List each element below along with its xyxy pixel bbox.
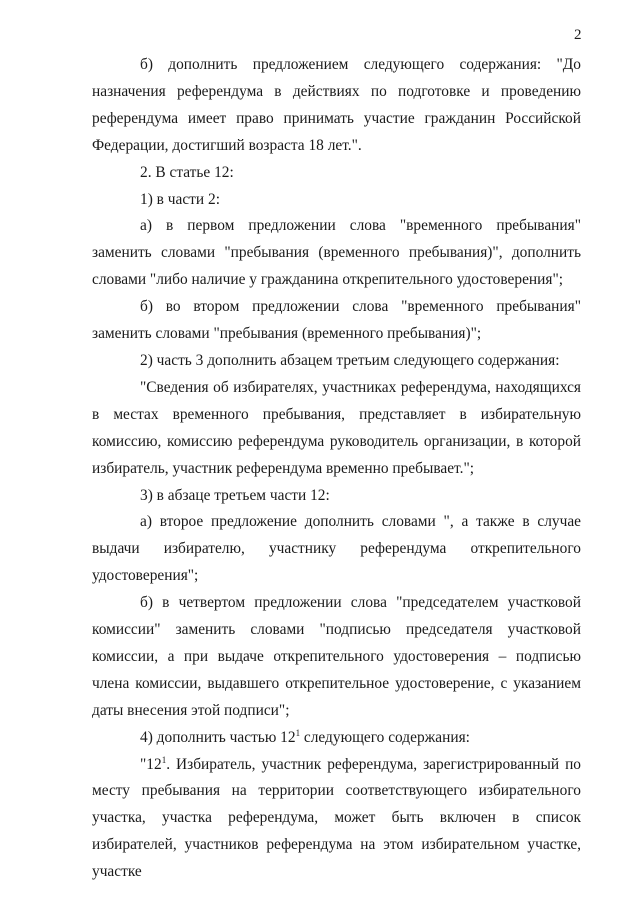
page-number: 2 — [574, 27, 582, 43]
paragraph-part-12-item-b: б) в четвертом предложении слова "председателем участковой комиссии" заменить словами "подписью председателя участковой комиссии, а при выдаче открепительного удостоверения – подписью члена комиссии, выдавшего открепительное удостоверение, с указанием даты внесения этой подписи"; — [92, 594, 581, 719]
paragraph-part-2-item-b: б) во втором предложении слова "временного пребывания" заменить словами "пребывания (временного пребывания)"; — [92, 298, 581, 343]
superscript-index: 1 — [295, 727, 301, 738]
paragraph-text-after: . Избиратель, участник референдума, зарегистрированный по месту пребывания на территории соответствующего избирательного участка, участка референдума, может быть включен в список избирателей, участников референдума на этом избирательном участке, участке — [92, 755, 581, 881]
paragraph-part-3-heading: 2) часть 3 дополнить абзацем третьим следующего содержания: — [140, 351, 560, 369]
paragraph-article-12-heading: 2. В статье 12: — [140, 163, 234, 181]
paragraph-part-3-quote: "Сведения об избирателях, участниках референдума, находящихся в местах временного пребывания, представляет в избирательную комиссию, комиссию референдума руководитель организации, в которой избиратель, участник референдума временно пребывает."; — [92, 378, 581, 477]
paragraph-part-2-heading: 1) в части 2: — [140, 190, 220, 208]
paragraph-amend-b-addition: б) дополнить предложением следующего содержания: "До назначения референдума в действиях по подготовке и проведению референдума имеет право принимать участие гражданин Российской Федерации, достигший возраста 18 лет.". — [92, 56, 581, 154]
paragraph-text-before: "12 — [140, 755, 162, 773]
paragraph-part-12-heading: 3) в абзаце третьем части 12: — [140, 486, 330, 504]
paragraph-text-before: 4) дополнить частью 12 — [140, 728, 296, 746]
document-body — [92, 52, 581, 886]
paragraph-part-12-1-heading — [92, 725, 581, 752]
paragraph-part-12-item-a: а) второе предложение дополнить словами ", а также в случае выдачи избирателю, участнику референдума открепительного удостоверения"; — [92, 513, 581, 585]
paragraph-part-12-1-quote — [92, 752, 581, 887]
paragraph-text-after: следующего содержания: — [300, 728, 470, 746]
paragraph-part-2-item-a: а) в первом предложении слова "временного пребывания" заменить словами "пребывания (временного пребывания)", дополнить словами "либо наличие у гражданина открепительного удостоверения"; — [92, 217, 581, 289]
superscript-index: 1 — [161, 754, 167, 765]
